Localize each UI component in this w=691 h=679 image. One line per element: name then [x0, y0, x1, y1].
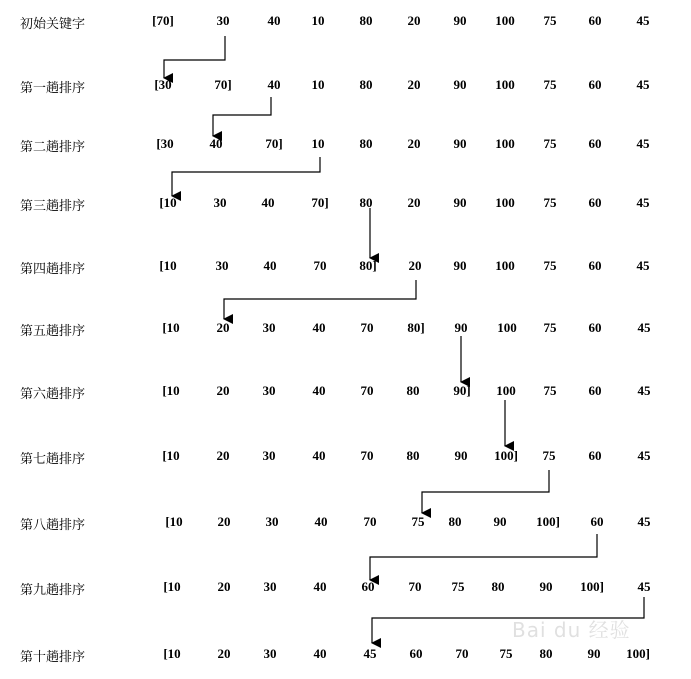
key-value: 45: [637, 514, 651, 529]
key-value: 90: [453, 77, 467, 92]
key-value: 40: [314, 514, 328, 529]
key-value: 60: [409, 646, 423, 661]
insertion-arrow: [224, 280, 416, 319]
key-value: 70: [360, 320, 374, 335]
key-value: 100: [497, 320, 517, 335]
key-value: 100]: [580, 579, 604, 594]
key-value: 60: [588, 258, 602, 273]
key-value: 60: [588, 77, 602, 92]
row-label: 第八趟排序: [20, 518, 86, 533]
key-value: 20: [407, 13, 421, 28]
key-value: 100: [495, 195, 515, 210]
key-value: 70: [408, 579, 422, 594]
key-value: 40: [313, 579, 327, 594]
key-value: 100]: [626, 646, 650, 661]
key-value: 80: [539, 646, 553, 661]
key-value: [70]: [152, 13, 174, 28]
key-value: 20: [217, 514, 231, 529]
insertion-arrow: [370, 534, 597, 580]
key-value: [10: [162, 383, 180, 398]
key-value: 60: [588, 320, 602, 335]
key-value: 40: [261, 195, 275, 210]
key-value: 75: [543, 320, 557, 335]
key-value: 90: [453, 136, 467, 151]
key-value: 70: [313, 258, 327, 273]
key-value: 30: [265, 514, 279, 529]
key-value: 40: [313, 646, 327, 661]
key-value: 70]: [265, 136, 283, 151]
key-value: 80: [491, 579, 505, 594]
key-value: [30: [156, 136, 174, 151]
key-value: 60: [588, 383, 602, 398]
key-value: [30: [154, 77, 172, 92]
key-value: 80: [359, 195, 373, 210]
key-value: [10: [159, 258, 177, 273]
key-value: 20: [217, 579, 231, 594]
key-value: 75: [499, 646, 513, 661]
baidu-watermark: Bai du 经验: [512, 618, 631, 642]
key-value: 60: [588, 448, 602, 463]
insertion-arrow: [172, 157, 320, 196]
key-value: 60: [590, 514, 604, 529]
key-value: 100: [495, 258, 515, 273]
key-value: 75: [411, 514, 425, 529]
key-value: [10: [163, 579, 181, 594]
key-value: 45: [636, 13, 650, 28]
key-value: 70: [455, 646, 469, 661]
key-value: 30: [213, 195, 227, 210]
key-value: 70: [360, 448, 374, 463]
key-value: 75: [543, 77, 557, 92]
key-value: 40: [263, 258, 277, 273]
insertion-arrow: [164, 36, 225, 78]
key-value: 90: [454, 320, 468, 335]
key-value: 10: [311, 136, 325, 151]
key-value: 40: [267, 77, 281, 92]
key-value: 80: [448, 514, 462, 529]
key-value: 10: [311, 77, 325, 92]
key-value: 90: [453, 258, 467, 273]
key-value: 70]: [311, 195, 329, 210]
key-value: 100: [495, 13, 515, 28]
insertion-arrow: [213, 97, 271, 136]
key-value: 75: [543, 136, 557, 151]
key-value: 60: [588, 13, 602, 28]
insertion-arrow: [422, 470, 549, 513]
key-value: 100: [495, 77, 515, 92]
key-value: 40: [312, 448, 326, 463]
key-value: 30: [215, 258, 229, 273]
key-value: 70: [360, 383, 374, 398]
row-label: 第七趟排序: [20, 452, 86, 467]
key-value: 75: [542, 448, 556, 463]
key-value: 90: [539, 579, 553, 594]
key-value: 90: [453, 13, 467, 28]
key-value: 45: [636, 77, 650, 92]
row-label: 第六趟排序: [20, 387, 86, 402]
key-value: 45: [637, 320, 651, 335]
key-value: 10: [311, 13, 325, 28]
key-value: 100]: [536, 514, 560, 529]
key-value: 100: [495, 136, 515, 151]
key-value: 40: [312, 320, 326, 335]
key-value: 90: [453, 195, 467, 210]
key-value: 30: [263, 646, 277, 661]
key-value: 90: [454, 448, 468, 463]
row-label: 第九趟排序: [20, 583, 86, 598]
row-label: 第十趟排序: [20, 650, 86, 665]
key-value: 100]: [494, 448, 518, 463]
key-value: 75: [543, 195, 557, 210]
key-value: 20: [408, 258, 422, 273]
key-value: 45: [637, 579, 651, 594]
key-value: 20: [216, 448, 230, 463]
key-value: 45: [636, 136, 650, 151]
key-value: 70]: [214, 77, 232, 92]
key-value: 40: [209, 136, 223, 151]
key-value: 75: [543, 13, 557, 28]
key-value: 80]: [407, 320, 425, 335]
key-value: 60: [361, 579, 375, 594]
key-value: 45: [637, 383, 651, 398]
key-value: 20: [216, 383, 230, 398]
key-value: 80: [406, 383, 420, 398]
key-value: 20: [407, 195, 421, 210]
key-value: 60: [588, 195, 602, 210]
key-value: 75: [543, 258, 557, 273]
row-label: 第五趟排序: [20, 324, 86, 339]
key-value: 80: [359, 77, 373, 92]
key-value: 20: [217, 646, 231, 661]
row-label: 第一趟排序: [20, 81, 86, 96]
key-value: 90]: [453, 383, 471, 398]
key-value: [10: [163, 646, 181, 661]
key-value: 90: [493, 514, 507, 529]
key-value: 45: [636, 258, 650, 273]
key-value: 30: [262, 320, 276, 335]
key-value: 100: [496, 383, 516, 398]
key-value: [10: [162, 320, 180, 335]
key-value: 30: [262, 448, 276, 463]
key-value: 40: [312, 383, 326, 398]
key-value: 45: [363, 646, 377, 661]
key-value: [10: [159, 195, 177, 210]
key-value: 75: [451, 579, 465, 594]
row-label: 第四趟排序: [20, 262, 86, 277]
key-value: 45: [636, 195, 650, 210]
key-value: 20: [216, 320, 230, 335]
key-value: 70: [363, 514, 377, 529]
key-value: 80: [359, 136, 373, 151]
key-value: 80: [359, 13, 373, 28]
row-label: 初始关键字: [20, 17, 86, 32]
key-value: [10: [165, 514, 183, 529]
key-value: 90: [587, 646, 601, 661]
key-value: 75: [543, 383, 557, 398]
key-value: 80]: [359, 258, 377, 273]
key-value: 40: [267, 13, 281, 28]
key-value: 80: [406, 448, 420, 463]
key-value: 60: [588, 136, 602, 151]
key-value: 30: [263, 579, 277, 594]
key-value: 45: [637, 448, 651, 463]
key-value: 30: [262, 383, 276, 398]
key-value: 30: [216, 13, 230, 28]
key-value: 20: [407, 77, 421, 92]
row-label: 第三趟排序: [20, 199, 86, 214]
key-value: 20: [407, 136, 421, 151]
key-value: [10: [162, 448, 180, 463]
row-label: 第二趟排序: [20, 140, 86, 155]
